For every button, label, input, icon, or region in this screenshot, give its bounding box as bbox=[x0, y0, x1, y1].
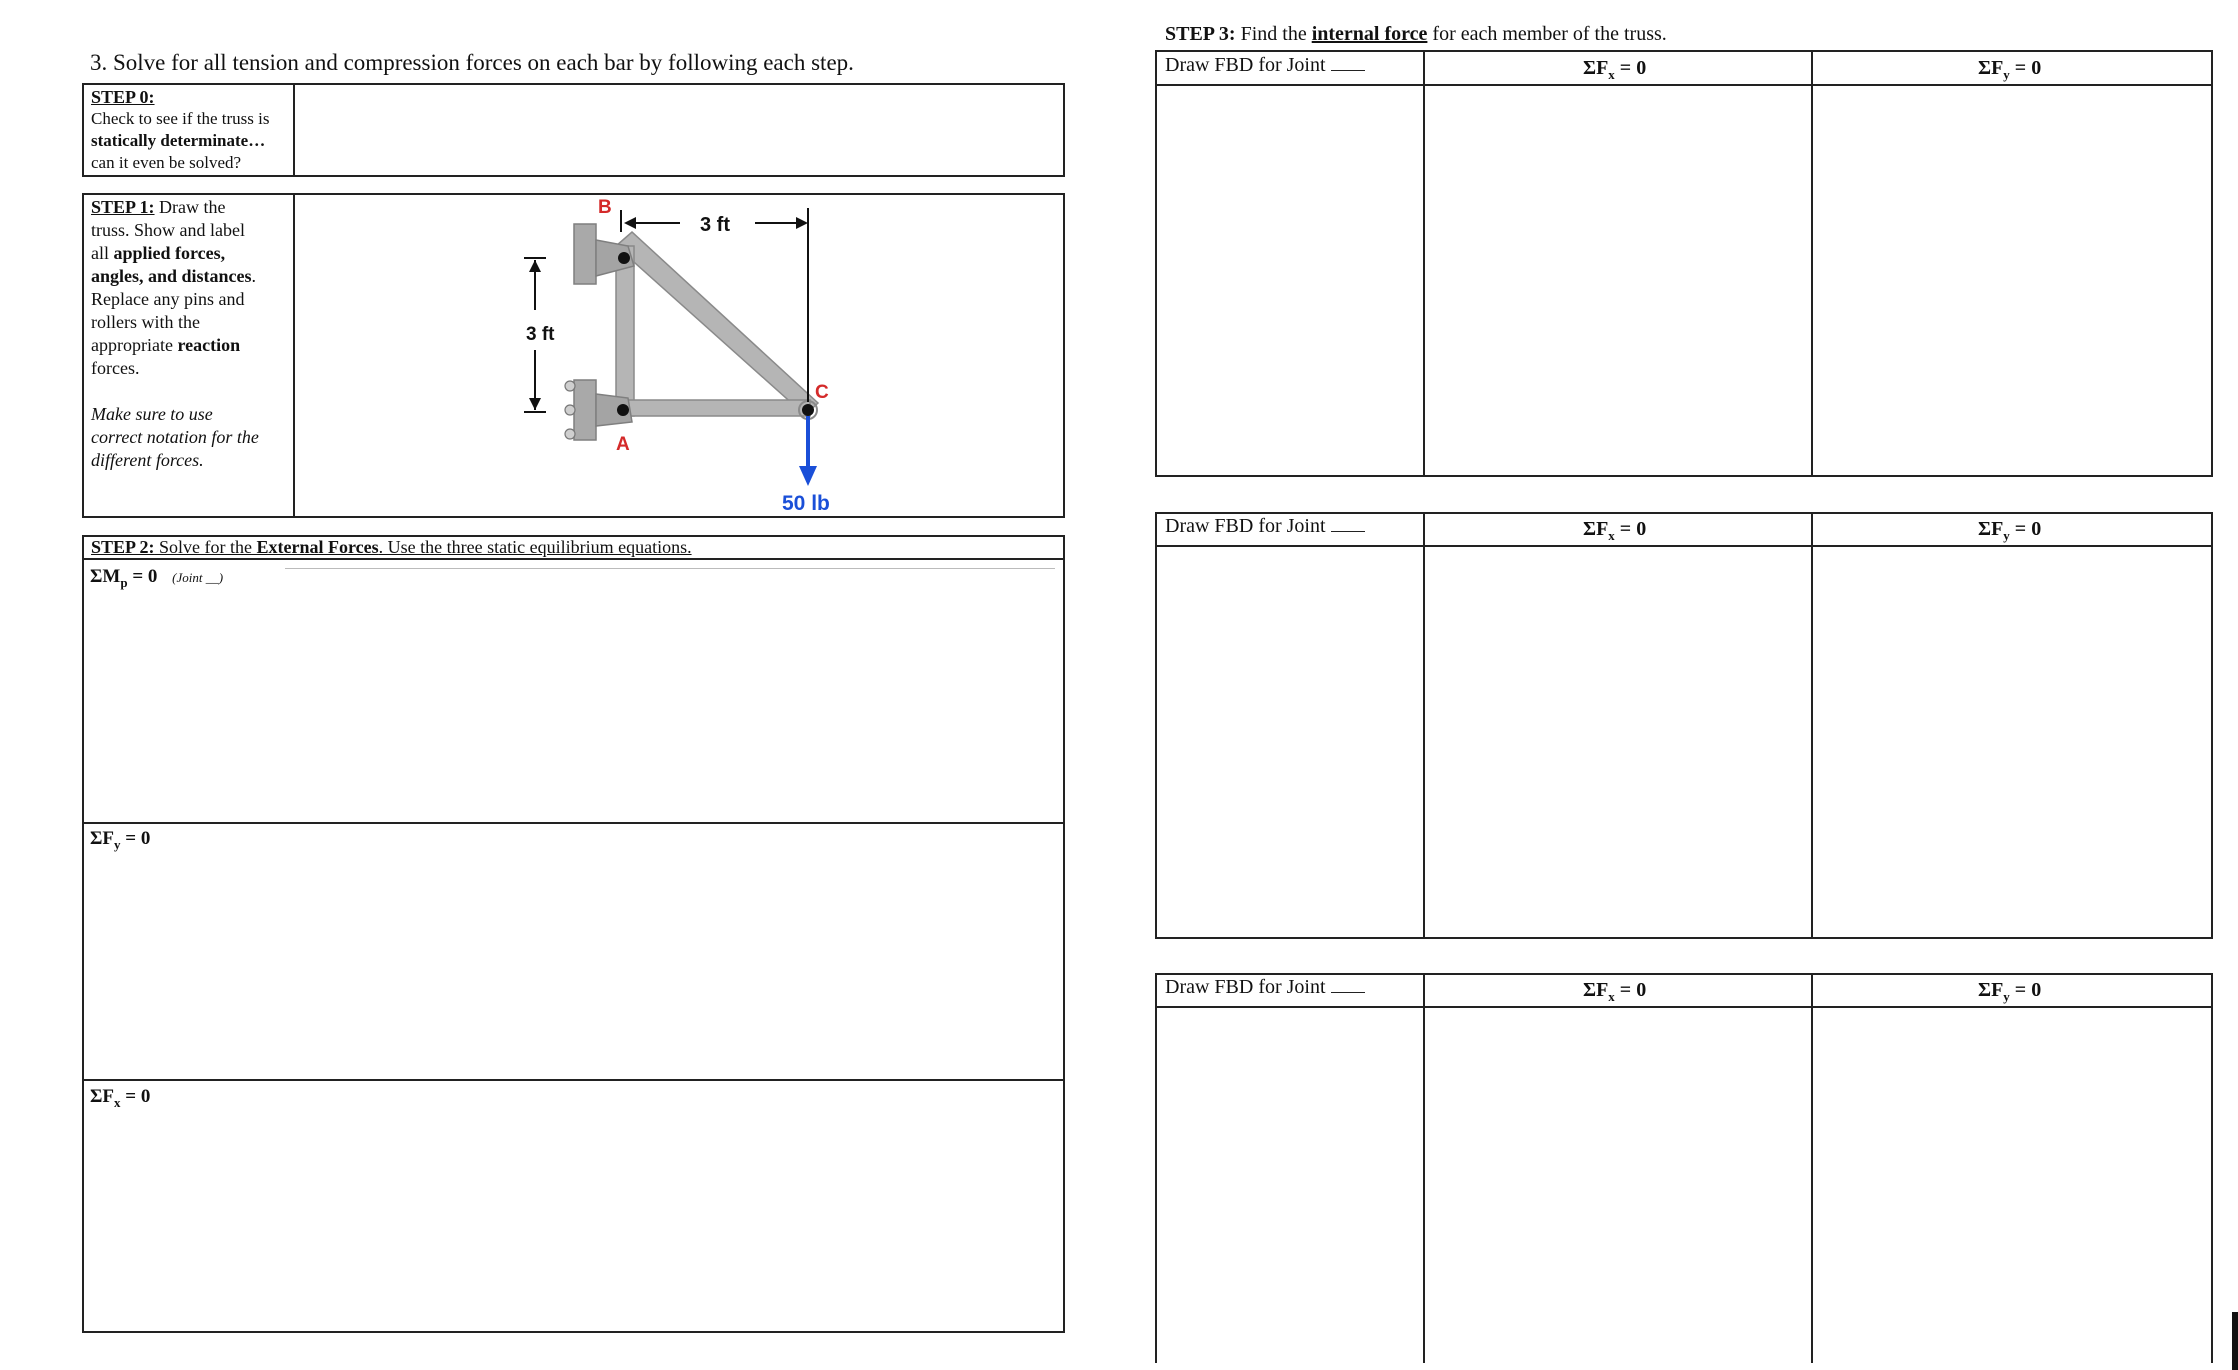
fx-equation bbox=[90, 1086, 150, 1111]
step2-text-1b: External Forces bbox=[256, 537, 379, 557]
fbd-table-3-fx-equals: = 0 bbox=[1614, 979, 1647, 1001]
fbd-table-3-fx-symbol: ΣF bbox=[1583, 979, 1609, 1001]
member-ab bbox=[616, 246, 634, 416]
step2-moment-rule bbox=[285, 568, 1055, 569]
fbd-table-3-fy-area[interactable] bbox=[1813, 1008, 2211, 1368]
step1-text-4: . bbox=[251, 266, 257, 286]
worksheet-heading: 3. Solve for all tension and compression forces on each bar by following each step. bbox=[90, 50, 854, 75]
scrollbar-thumb[interactable] bbox=[2232, 1312, 2238, 1370]
step1-note-1: Make sure to use bbox=[91, 404, 213, 424]
step1-divider bbox=[293, 193, 295, 518]
fbd-table-2-fx-symbol: ΣF bbox=[1583, 518, 1609, 540]
step2-header-rule bbox=[82, 558, 1065, 560]
label-a: A bbox=[616, 434, 630, 455]
fbd-table-2-fy-subscript: y bbox=[2003, 528, 2010, 543]
fbd-table-3-fx-subscript: x bbox=[1608, 989, 1615, 1004]
load-arrowhead bbox=[799, 466, 817, 486]
step0-line3: can it even be solved? bbox=[91, 153, 242, 172]
step0-line1: Check to see if the truss is bbox=[91, 109, 270, 128]
step0-answer-area[interactable] bbox=[295, 85, 1063, 175]
moment-work-area[interactable] bbox=[84, 595, 1063, 820]
fx-symbol: ΣF bbox=[90, 1086, 115, 1107]
fy-work-area[interactable] bbox=[84, 855, 1063, 1077]
load-label: 50 lb bbox=[782, 492, 830, 515]
step3-text-bold: internal force bbox=[1311, 23, 1428, 45]
moment-joint-note: (Joint __) bbox=[172, 570, 224, 585]
pin-b bbox=[618, 252, 630, 264]
fbd-table-1-fx-subscript: x bbox=[1608, 67, 1615, 82]
fbd-table-1-joint-blank[interactable] bbox=[1331, 69, 1365, 71]
step2-text-2: . Use the three static equilibrium equations. bbox=[378, 537, 692, 557]
step3-title: STEP 3: bbox=[1165, 23, 1236, 45]
step0-title: STEP 0: bbox=[91, 87, 155, 107]
fx-work-area[interactable] bbox=[84, 1112, 1063, 1330]
fbd-table-3-fbd-area[interactable] bbox=[1157, 1008, 1421, 1368]
fbd-table-2-joint-header bbox=[1165, 515, 1365, 538]
fbd-table-1-fy-symbol: ΣF bbox=[1978, 57, 2004, 79]
pin-c bbox=[802, 404, 814, 416]
dim-side-label: 3 ft bbox=[526, 324, 555, 345]
fbd-table-2-fy-equals: = 0 bbox=[2009, 518, 2042, 540]
support-plate-a bbox=[574, 380, 596, 440]
support-plate-b bbox=[574, 224, 596, 284]
step2-text-1: Solve for the bbox=[154, 537, 257, 557]
dim-top-label: 3 ft bbox=[700, 214, 730, 236]
fbd-table-2-fy-area[interactable] bbox=[1813, 547, 2211, 937]
step1-text-8: forces. bbox=[91, 358, 140, 378]
fbd-table-2-fx-area[interactable] bbox=[1425, 547, 1809, 937]
fbd-table-1-fx-symbol: ΣF bbox=[1583, 57, 1609, 79]
step1-text bbox=[91, 196, 291, 472]
step1-text-4b: angles, and distances bbox=[91, 266, 252, 286]
step1-title: STEP 1: bbox=[91, 197, 155, 217]
step3-text-1: Find the bbox=[1235, 23, 1312, 45]
step1-text-6: rollers with the bbox=[91, 312, 200, 332]
roller-a-3 bbox=[565, 429, 575, 439]
fbd-table-3-joint-label: Draw FBD for Joint bbox=[1165, 976, 1326, 998]
moment-subscript: p bbox=[120, 574, 128, 590]
fx-subscript: x bbox=[114, 1094, 121, 1110]
step2-header bbox=[91, 537, 692, 558]
fy-equals: = 0 bbox=[120, 828, 151, 849]
fbd-table-2-fy-header bbox=[1978, 518, 2041, 544]
fy-equation bbox=[90, 828, 150, 853]
dim-top-arrowhead-left bbox=[624, 217, 636, 229]
fbd-table-1-fx-header bbox=[1583, 57, 1646, 83]
step0-line2: statically determinate… bbox=[91, 131, 266, 150]
fbd-table-1-fy-header bbox=[1978, 57, 2041, 83]
step1-text-2: truss. Show and label bbox=[91, 220, 245, 240]
fbd-table-1-fy-subscript: y bbox=[2003, 67, 2010, 82]
step3-text-2: for each member of the truss. bbox=[1427, 23, 1667, 45]
fbd-table-3-fx-area[interactable] bbox=[1425, 1008, 1809, 1368]
fbd-table-2-joint-blank[interactable] bbox=[1331, 530, 1365, 532]
fbd-table-3-fx-header bbox=[1583, 979, 1646, 1005]
fbd-table-3-joint-blank[interactable] bbox=[1331, 991, 1365, 993]
fbd-table-3-fy-header bbox=[1978, 979, 2041, 1005]
moment-equation bbox=[90, 566, 223, 591]
fbd-table-2-joint-label: Draw FBD for Joint bbox=[1165, 515, 1326, 537]
dim-top-arrowhead-right bbox=[796, 217, 808, 229]
fbd-table-3-fy-equals: = 0 bbox=[2009, 979, 2042, 1001]
fy-symbol: ΣF bbox=[90, 828, 115, 849]
fbd-table-1-fx-equals: = 0 bbox=[1614, 57, 1647, 79]
step2-row-divider-2 bbox=[82, 1079, 1065, 1081]
fbd-table-2-fx-equals: = 0 bbox=[1614, 518, 1647, 540]
dim-side-arrowhead-bottom bbox=[529, 398, 541, 410]
pin-a bbox=[617, 404, 629, 416]
member-bc bbox=[616, 232, 818, 415]
step2-row-divider-1 bbox=[82, 822, 1065, 824]
step1-text-3: all bbox=[91, 243, 114, 263]
label-b: B bbox=[598, 197, 612, 218]
step1-note-2: correct notation for the bbox=[91, 427, 259, 447]
fbd-table-3-fy-subscript: y bbox=[2003, 989, 2010, 1004]
step3-heading bbox=[1165, 23, 1667, 46]
roller-a-1 bbox=[565, 381, 575, 391]
fbd-table-2-fx-subscript: x bbox=[1608, 528, 1615, 543]
step0-text bbox=[91, 86, 291, 174]
fbd-table-2-fy-symbol: ΣF bbox=[1978, 518, 2004, 540]
step1-text-1: Draw the bbox=[154, 197, 226, 217]
member-ac bbox=[625, 400, 810, 416]
step1-text-5: Replace any pins and bbox=[91, 289, 245, 309]
fx-equals: = 0 bbox=[120, 1086, 151, 1107]
step1-note-3: different forces. bbox=[91, 450, 204, 470]
label-c: C bbox=[815, 382, 829, 403]
fbd-table-2-fx-header bbox=[1583, 518, 1646, 544]
fbd-table-2-fbd-area[interactable] bbox=[1157, 547, 1421, 937]
fbd-table-1-joint-label: Draw FBD for Joint bbox=[1165, 54, 1326, 76]
step1-text-3b: applied forces, bbox=[113, 243, 226, 263]
fbd-table-1-fbd-area[interactable] bbox=[1157, 86, 1421, 475]
dim-side-arrowhead-top bbox=[529, 260, 541, 272]
fy-subscript: y bbox=[114, 836, 121, 852]
roller-a-2 bbox=[565, 405, 575, 415]
step2-title: STEP 2: bbox=[91, 537, 155, 557]
moment-equals: = 0 bbox=[127, 566, 158, 587]
fbd-table-1-fy-equals: = 0 bbox=[2009, 57, 2042, 79]
fbd-table-1-joint-header bbox=[1165, 54, 1365, 77]
fbd-table-1-fy-area[interactable] bbox=[1813, 86, 2211, 475]
step1-text-7b: reaction bbox=[177, 335, 241, 355]
fbd-table-3-fy-symbol: ΣF bbox=[1978, 979, 2004, 1001]
fbd-table-3-joint-header bbox=[1165, 976, 1365, 999]
moment-symbol: ΣM bbox=[90, 566, 121, 587]
step1-text-7: appropriate bbox=[91, 335, 178, 355]
fbd-table-1-fx-area[interactable] bbox=[1425, 86, 1809, 475]
truss-figure bbox=[500, 190, 900, 520]
